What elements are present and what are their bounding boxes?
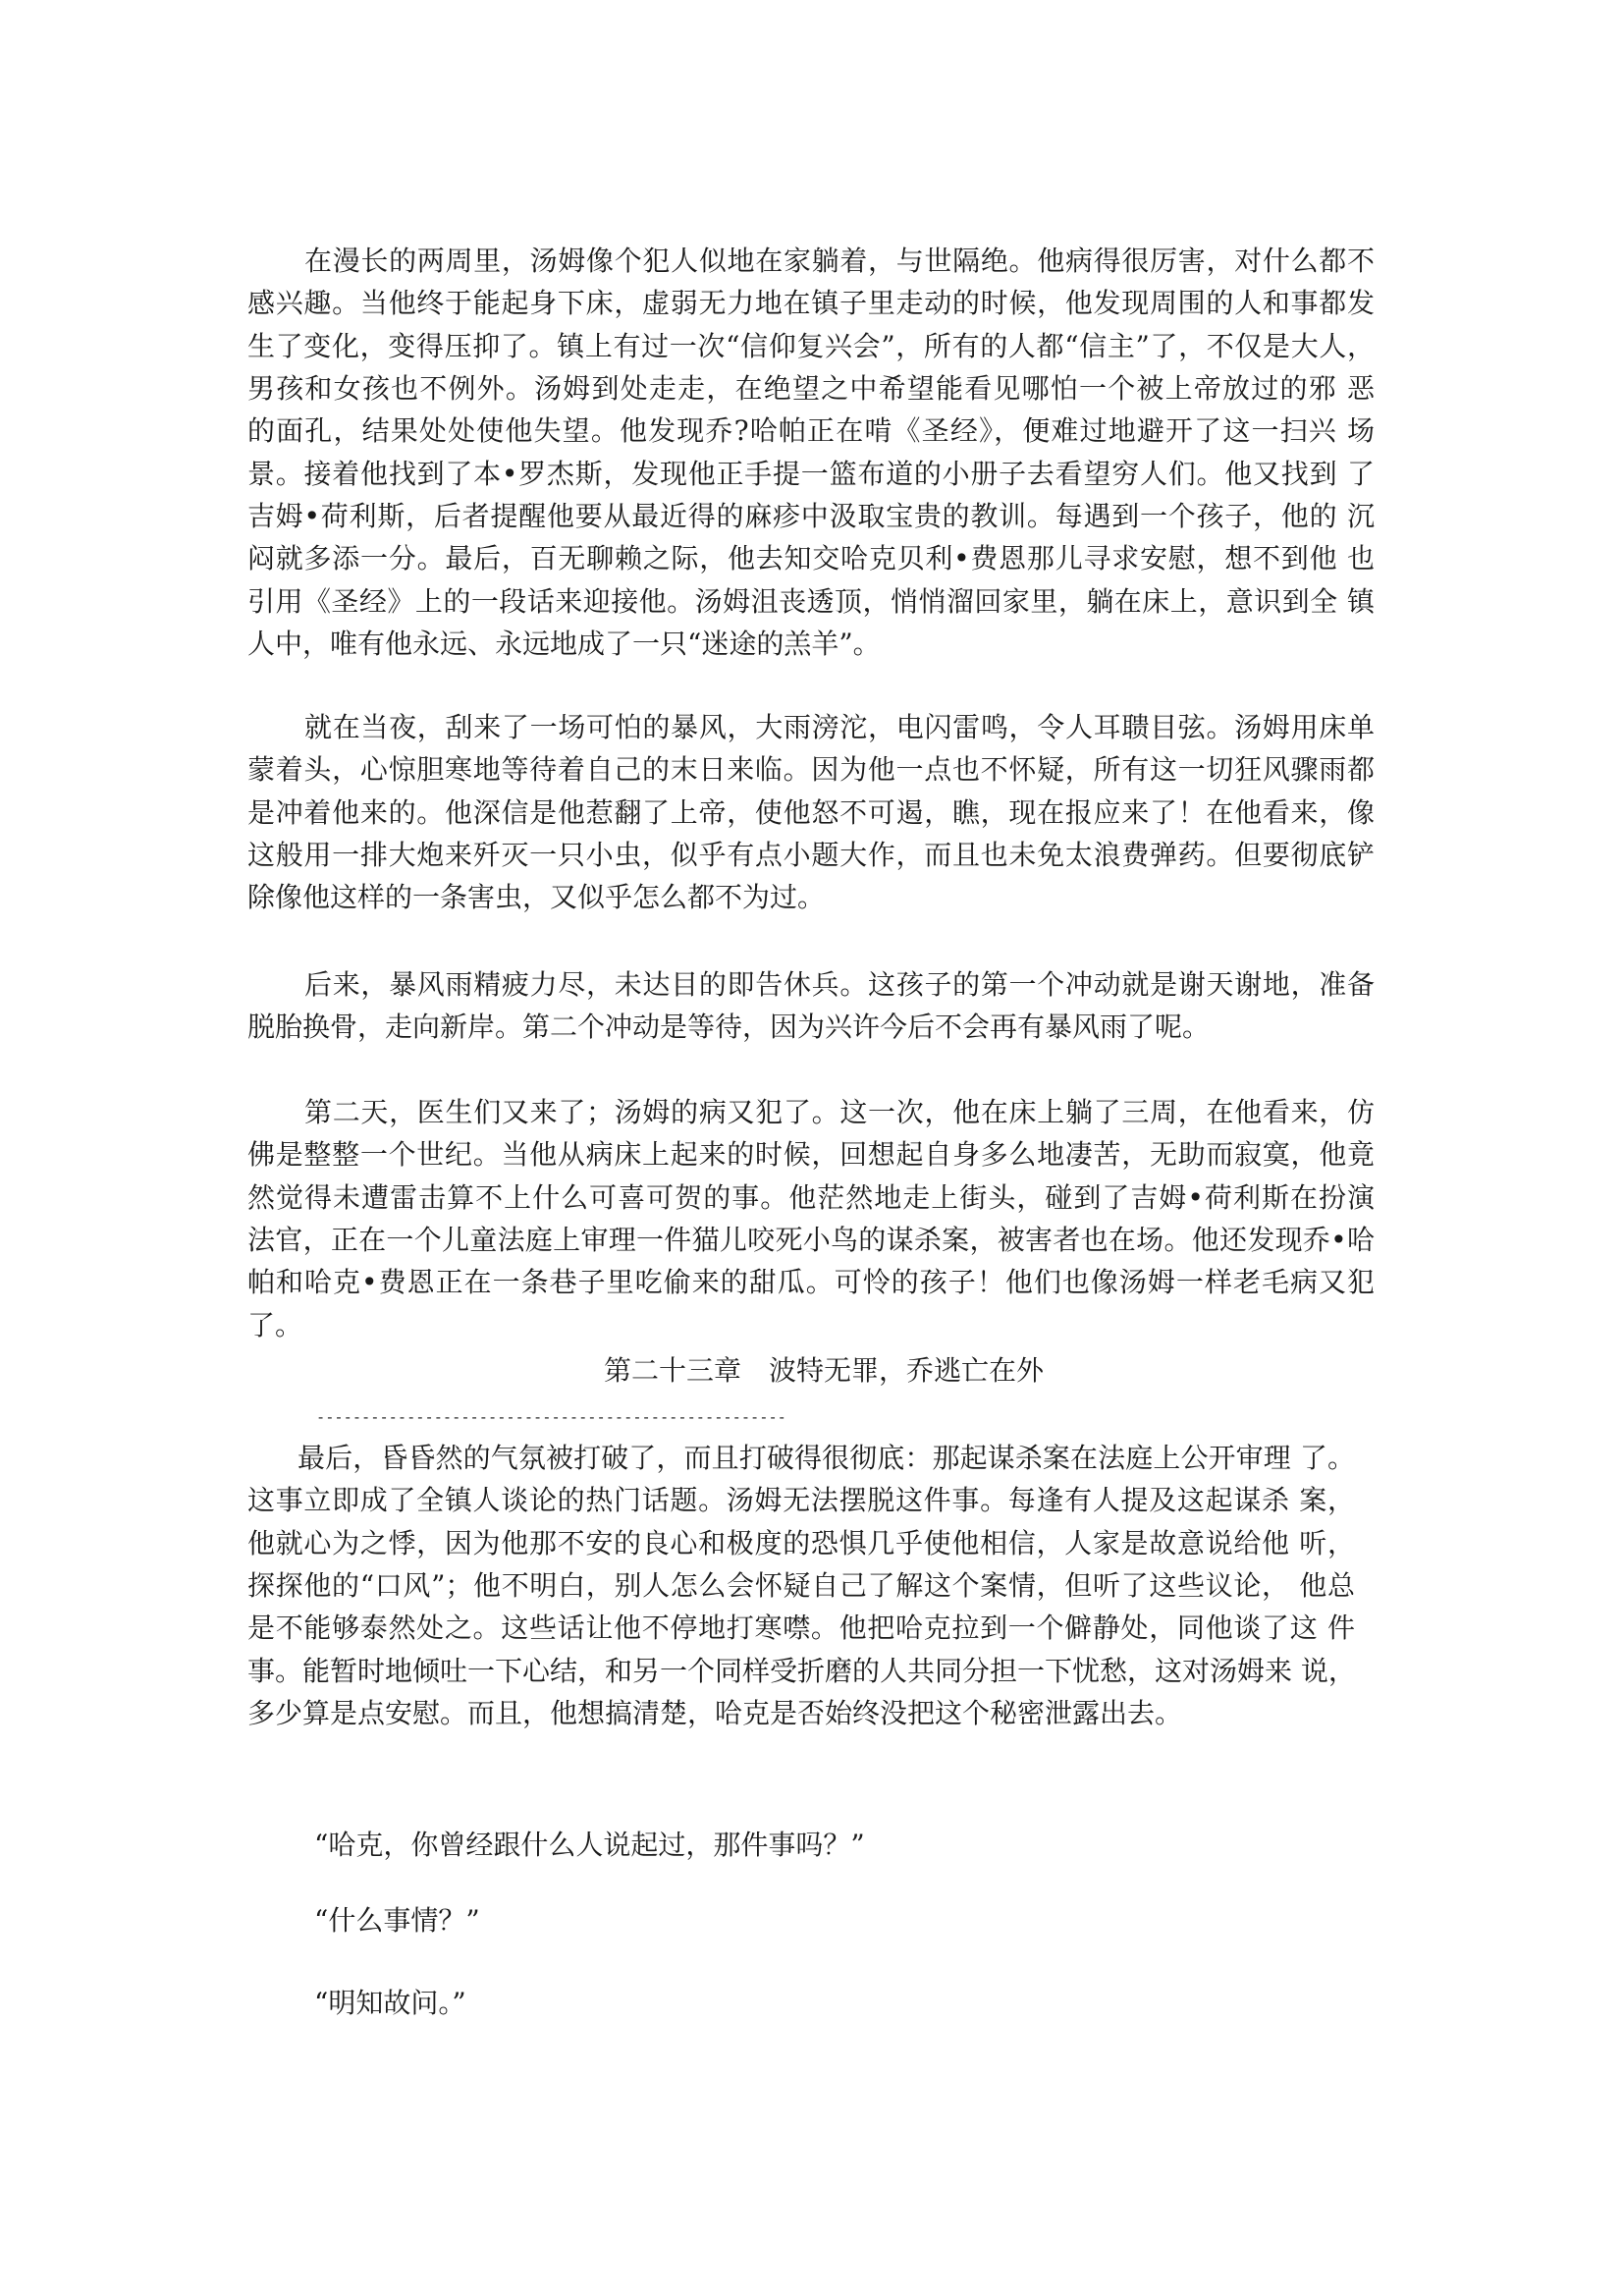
text-line: 探探他的“口风”；他不明白，别人怎么会怀疑自己了解这个案情，但听了这些议论， 他总 <box>247 1569 1355 1602</box>
text-line: 人中，唯有他永远、永远地成了一只“迷途的羔羊”。 <box>247 628 881 660</box>
dialogue-line: “什么事情？” <box>314 1904 480 1937</box>
text-line: 引用《圣经》上的一段话来迎接他。汤姆沮丧透顶，悄悄溜回家里，躺在床上，意识到全 镇 <box>247 585 1375 618</box>
text-line: 就在当夜，刮来了一场可怕的暴风，大雨滂沱，电闪雷鸣，令人耳聩目弦。汤姆用床单 <box>304 711 1375 743</box>
text-line: 佛是整整一个世纪。当他从病床上起来的时候，回想起自身多么地凄苦，无助而寂寞，他竟 <box>247 1138 1375 1171</box>
text-line: 闷就多添一分。最后，百无聊赖之际，他去知交哈克贝利•费恩那儿寻求安慰，想不到他 也 <box>247 542 1375 574</box>
text-line: 在漫长的两周里，汤姆像个犯人似地在家躺着，与世隔绝。他病得很厉害，对什么都不 <box>304 245 1375 277</box>
chapter-title: 第二十三章 波特无罪，乔逃亡在外 <box>604 1354 1045 1387</box>
text-line: 这般用一排大炮来歼灭一只小虫，似乎有点小题大作，而且也未免太浪费弹药。但要彻底铲 <box>247 839 1375 871</box>
text-line: 蒙着头，心惊胆寒地等待着自己的末日来临。因为他一点也不怀疑，所有这一切狂风骤雨都 <box>247 753 1375 786</box>
separator-line: ---------------------------------------------------- <box>316 1408 786 1426</box>
text-line: 景。接着他找到了本•罗杰斯，发现他正手提一篮布道的小册子去看望穷人们。他又找到 了 <box>247 458 1375 490</box>
text-line: 除像他这样的一条害虫，又似乎怎么都不为过。 <box>247 881 826 913</box>
text-line: 然觉得未遭雷击算不上什么可喜可贺的事。他茫然地走上街头，碰到了吉姆•荷利斯在扮演 <box>247 1181 1375 1214</box>
text-line: 最后，昏昏然的气氛被打破了，而且打破得很彻底：那起谋杀案在法庭上公开审理 了。 <box>298 1442 1355 1474</box>
text-line: 多少算是点安慰。而且，他想搞清楚，哈克是否始终没把这个秘密泄露出去。 <box>247 1697 1183 1729</box>
text-line: 的面孔，结果处处使他失望。他发现乔?哈帕正在啃《圣经》，便难过地避开了这一扫兴 场 <box>247 414 1375 447</box>
dialogue-line: “哈克，你曾经跟什么人说起过，那件事吗？” <box>314 1829 865 1861</box>
text-line: 是冲着他来的。他深信是他惹翻了上帝，使他怒不可遏，瞧，现在报应来了！在他看来，像 <box>247 796 1375 829</box>
text-line: 男孩和女孩也不例外。汤姆到处走走，在绝望之中希望能看见哪怕一个被上帝放过的邪 恶 <box>247 372 1375 405</box>
dialogue-line: “明知故问。” <box>314 1987 466 2019</box>
text-line: 后来，暴风雨精疲力尽，未达目的即告休兵。这孩子的第一个冲动就是谢天谢地，准备 <box>304 968 1375 1001</box>
text-line: 事。能暂时地倾吐一下心结，和另一个同样受折磨的人共同分担一下忧愁，这对汤姆来 说， <box>247 1655 1356 1687</box>
text-line: 生了变化，变得压抑了。镇上有过一次“信仰复兴会”，所有的人都“信主”了，不仅是大人， <box>247 330 1375 362</box>
text-line: 脱胎换骨，走向新岸。第二个冲动是等待，因为兴许今后不会再有暴风雨了呢。 <box>247 1011 1211 1043</box>
text-line: 感兴趣。当他终于能起身下床，虚弱无力地在镇子里走动的时候，他发现周围的人和事都发 <box>247 287 1375 319</box>
text-line: 他就心为之悸，因为他那不安的良心和极度的恐惧几乎使他相信，人家是故意说给他 听， <box>247 1527 1355 1559</box>
text-line: 吉姆•荷利斯，后者提醒他要从最近得的麻疹中汲取宝贵的教训。每遇到一个孩子，他的 沉 <box>247 500 1375 532</box>
text-line: 第二天，医生们又来了；汤姆的病又犯了。这一次，他在床上躺了三周，在他看来，仿 <box>304 1096 1375 1128</box>
text-line: 帕和哈克•费恩正在一条巷子里吃偷来的甜瓜。可怜的孩子！他们也像汤姆一样老毛病又犯 <box>247 1266 1375 1298</box>
text-line: 这事立即成了全镇人谈论的热门话题。汤姆无法摆脱这件事。每逢有人提及这起谋杀 案， <box>247 1484 1355 1516</box>
text-line: 了。 <box>247 1309 303 1341</box>
text-line: 法官，正在一个儿童法庭上审理一件猫儿咬死小鸟的谋杀案，被害者也在场。他还发现乔•哈 <box>247 1224 1375 1256</box>
text-line: 是不能够泰然处之。这些话让他不停地打寒噤。他把哈克拉到一个僻静处，同他谈了这 件 <box>247 1612 1355 1644</box>
